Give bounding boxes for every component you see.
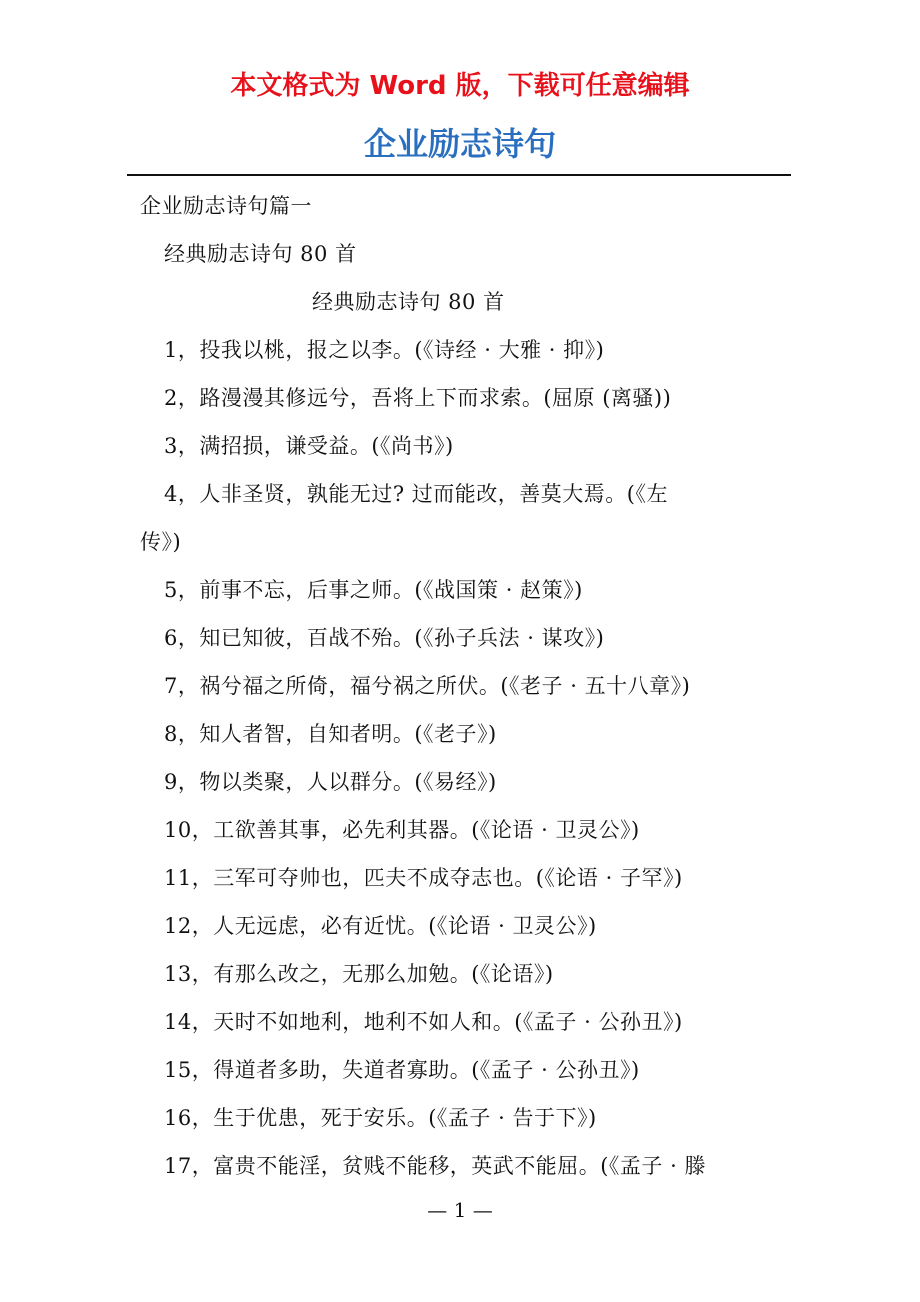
list-item: 11，三军可夺帅也，匹夫不成夺志也。(《论语 · 子罕》) bbox=[164, 866, 683, 890]
document-body bbox=[140, 182, 788, 1190]
list-item: 7，祸兮福之所倚，福兮祸之所伏。(《老子 · 五十八章》) bbox=[164, 674, 691, 698]
document-title: 企业励志诗句 bbox=[363, 125, 556, 163]
list-item: 10，工欲善其事，必先利其器。(《论语 · 卫灵公》) bbox=[164, 818, 640, 842]
format-notice: 本文格式为 Word 版，下载可任意编辑 bbox=[230, 71, 690, 101]
title-divider bbox=[127, 174, 791, 176]
list-item-continuation: 传》) bbox=[140, 530, 182, 554]
list-item: 6，知已知彼，百战不殆。(《孙子兵法 · 谋攻》) bbox=[164, 626, 605, 650]
list-item: 13，有那么改之，无那么加勉。(《论语》) bbox=[164, 962, 554, 986]
list-item: 17，富贵不能淫，贫贱不能移，英武不能屈。(《孟子 · 滕 bbox=[164, 1154, 706, 1178]
list-item: 15，得道者多助，失道者寡助。(《孟子 · 公孙丑》) bbox=[164, 1058, 640, 1082]
list-item: 12，人无远虑，必有近忧。(《论语 · 卫灵公》) bbox=[164, 914, 597, 938]
centered-heading: 经典励志诗句 80 首 bbox=[312, 290, 505, 314]
list-item: 14，天时不如地利，地利不如人和。(《孟子 · 公孙丑》) bbox=[164, 1010, 683, 1034]
list-item: 9，物以类聚，人以群分。(《易经》) bbox=[164, 770, 497, 794]
list-item: 1，投我以桃，报之以李。(《诗经 · 大雅 · 抑》) bbox=[164, 338, 605, 362]
section-heading: 企业励志诗句篇一 bbox=[140, 194, 312, 218]
list-item: 16，生于优患，死于安乐。(《孟子 · 告于下》) bbox=[164, 1106, 597, 1130]
list-item: 4，人非圣贤，孰能无过? 过而能改，善莫大焉。(《左 bbox=[164, 482, 668, 506]
page-number: — 1 — bbox=[427, 1198, 493, 1222]
list-item: 3，满招损，谦受益。(《尚书》) bbox=[164, 434, 454, 458]
list-item: 8，知人者智，自知者明。(《老子》) bbox=[164, 722, 497, 746]
subheading: 经典励志诗句 80 首 bbox=[164, 242, 357, 266]
list-item: 5，前事不忘，后事之师。(《战国策 · 赵策》) bbox=[164, 578, 583, 602]
list-item: 2，路漫漫其修远兮，吾将上下而求索。(屈原 (离骚)) bbox=[164, 386, 672, 410]
